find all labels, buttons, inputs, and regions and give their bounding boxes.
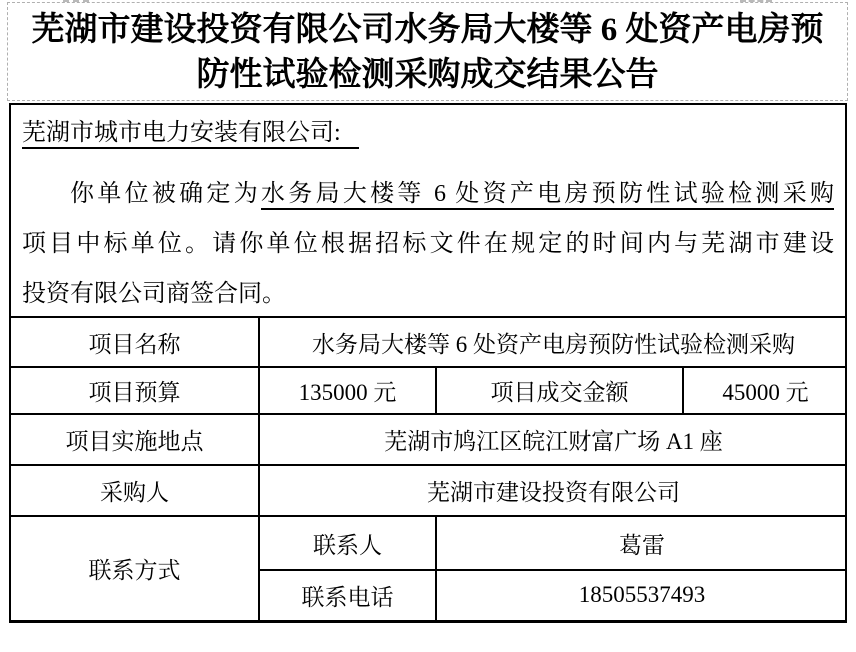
title-line-1: 芜湖市建设投资有限公司水务局大楼等 6 处资产电房预 — [31, 12, 824, 48]
purchaser-label: 采购人 — [11, 465, 259, 516]
table-row-location — [11, 414, 847, 465]
location-value: 芜湖市鸠江区皖江财富广场 A1 座 — [259, 414, 847, 465]
project-info-table — [11, 316, 847, 623]
table-row-budget — [11, 367, 847, 414]
project-name-underlined: 水务局大楼等 6 处资产电房预防性试验检测采购 — [261, 181, 834, 210]
table-row-contact-person — [11, 516, 847, 570]
notice-content-box — [9, 103, 847, 623]
recipient-line — [22, 111, 834, 155]
award-statement-prefix: 你单位被确定为 — [70, 181, 261, 207]
budget-value: 135000 元 — [259, 367, 436, 414]
deal-amount-value: 45000 元 — [683, 367, 847, 414]
table-row-purchaser — [11, 465, 847, 516]
notice-paragraph-line-2: 项目中标单位。请你单位根据招标文件在规定的时间内与芜湖市建设 — [22, 231, 834, 257]
purchaser-value: 芜湖市建设投资有限公司 — [259, 465, 847, 516]
project-name-label: 项目名称 — [11, 317, 259, 367]
contact-phone-label: 联系电话 — [259, 570, 436, 621]
contact-person-value: 葛雷 — [436, 516, 847, 570]
recipient-company: 芜湖市城市电力安装有限公司: — [22, 120, 359, 149]
table-row-project-name — [11, 317, 847, 367]
location-label: 项目实施地点 — [11, 414, 259, 465]
announcement-title — [7, 2, 848, 101]
contact-phone-value: 18505537493 — [436, 570, 847, 621]
notice-paragraph-line-3: 投资有限公司商签合同。 — [22, 281, 286, 307]
notice-text — [11, 105, 845, 316]
notice-paragraph-line-1 — [22, 169, 834, 219]
contact-person-label: 联系人 — [259, 516, 436, 570]
contact-section-label: 联系方式 — [11, 516, 259, 621]
project-name-value: 水务局大楼等 6 处资产电房预防性试验检测采购 — [259, 317, 847, 367]
budget-label: 项目预算 — [11, 367, 259, 414]
title-line-2: 防性试验检测采购成交结果公告 — [196, 57, 659, 93]
deal-amount-label: 项目成交金额 — [436, 367, 683, 414]
